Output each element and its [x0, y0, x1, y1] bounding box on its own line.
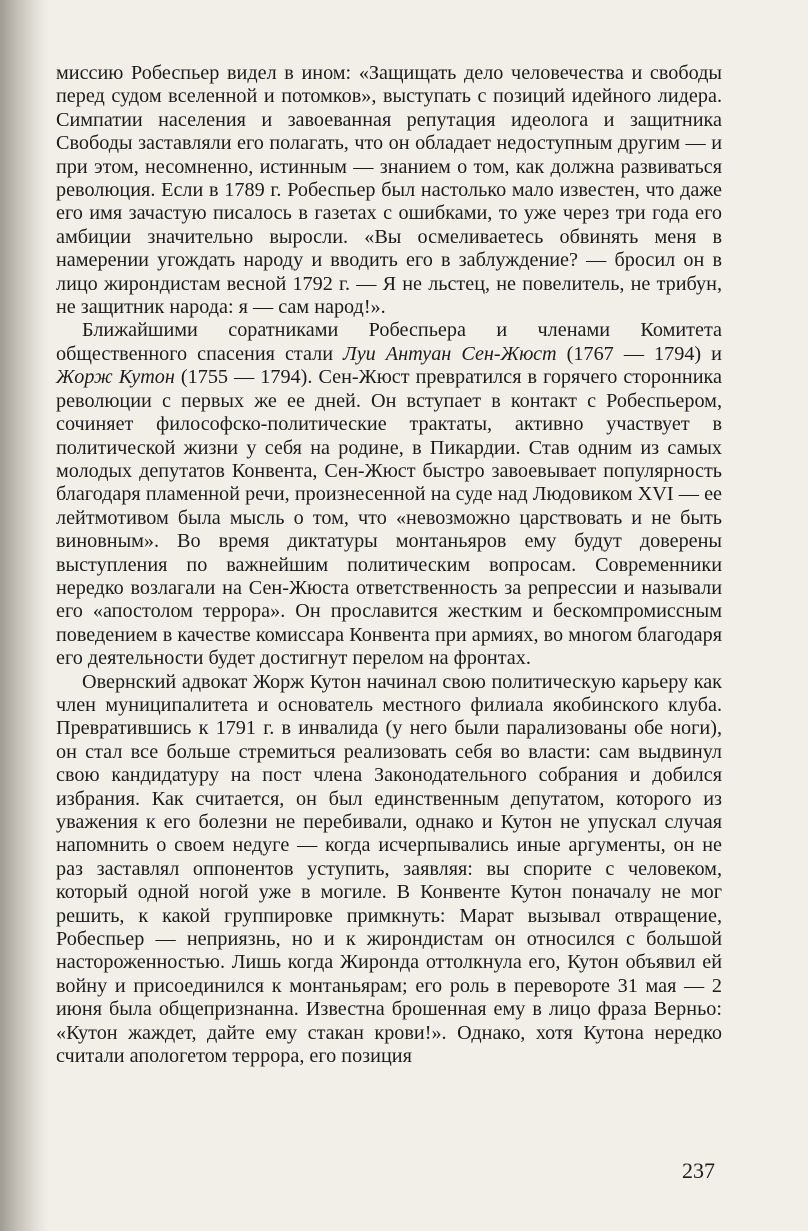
paragraph-3: Овернский адвокат Жорж Кутон начинал свою политическую карьеру как член муниципалитета и основатель местного филиала якобинского клуба. Превратившись к 1791 г. в инвалида (у него были парализованы обе ноги), он стал все больше стремиться реализовать себя во власти: сам выдвинул свою кандидатуру на пост члена Законодательного собрания и добился избрания. Как считается, он был единственным депутатом, которого из уважения к его болезни не перебивали, однако и Кутон не упускал случая напомнить о своем недуге — когда исчерпывались иные аргументы, он не раз заставлял оппонентов уступить, заявляя: вы спорите с человеком, который одной ногой уже в могиле. В Конвенте Кутон поначалу не мог решить, к какой группировке примкнуть: Марат вызывал отвращение, Робеспьер — неприязнь, но и к жирондистам он относился с большой настороженностью. Лишь когда Жиронда оттолкнула его, Кутон объявил ей войну и присоединился к монтаньярам; его роль в перевороте 31 мая — 2 июня была общепризнанна. Известна брошенная ему в лицо фраза Верньо: «Кутон жаждет, дайте ему стакан крови!». Однако, хотя Кутона нередко считали апологетом террора, его позиция: [56, 670, 722, 1068]
paragraph-2-text-a: Ближайшими соратниками Робеспьера и членами Комитета общественного спасения стали: [56, 319, 722, 365]
book-binding-shadow: [0, 0, 48, 1231]
person-name-couthon: Жорж Кутон: [56, 366, 175, 389]
page-body: [56, 62, 722, 1068]
paragraph-2-text-b: (1767 — 1794) и: [556, 342, 722, 365]
paragraph-1: миссию Робеспьер видел в ином: «Защищать дело человечества и свободы перед судом вселенной и потомков», выступать с позиций идейного лидера. Симпатии населения и завоеванная репутация идеолога и защитника Свободы заставляли его полагать, что он обладает недоступным другим — и при этом, несомненно, истинным — знанием о том, как должна развиваться революция. Если в 1789 г. Робеспьер был настолько мало известен, что даже его имя зачастую писалось в газетах с ошибками, то уже через три года его амбиции значительно выросли. «Вы осмеливаетесь обвинять меня в намерении угождать народу и вводить его в заблуждение? — бросил он в лицо жирондистам весной 1792 г. — Я не льстец, не повелитель, не трибун, не защитник народа: я — сам народ!».: [56, 62, 722, 319]
page-number: 237: [682, 1158, 715, 1183]
person-name-saint-just: Луи Антуан Сен-Жюст: [343, 342, 557, 365]
paragraph-2: [56, 319, 722, 670]
paragraph-2-text-c: (1755 — 1794). Сен-Жюст превратился в горячего сторонника революции с первых же ее дней. Он вступает в контакт с Робеспьером, сочиняет философско-политические трактаты, активно участвует в политической жизни у себя на родине, в Пикардии. Став одним из самых молодых депутатов Конвента, Сен-Жюст быстро завоевывает популярность благодаря пламенной речи, произнесенной на суде над Людовиком XVI — ее лейтмотивом была мысль о том, что «невозможно царствовать и не быть виновным». Во время диктатуры монтаньяров ему будут доверены выступления по важнейшим политическим вопросам. Современники нередко возлагали на Сен-Жюста ответственность за репрессии и называли его «апостолом террора». Он прославится жестким и бескомпромиссным поведением в качестве комиссара Конвента при армиях, во многом благодаря его деятельности будет достигнут перелом на фронтах.: [56, 366, 722, 670]
